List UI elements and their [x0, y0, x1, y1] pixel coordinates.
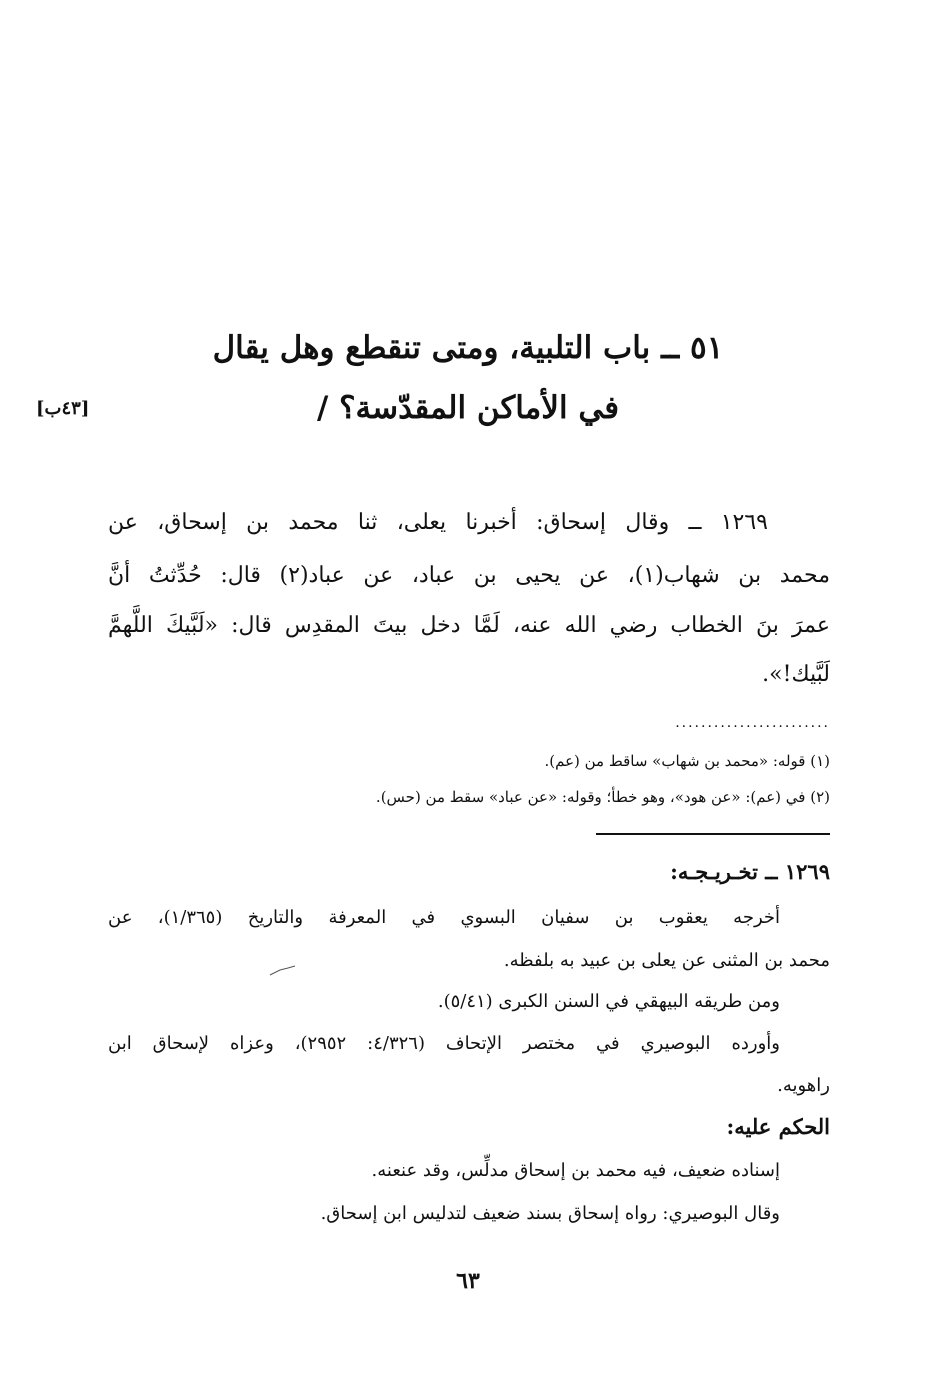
hadith-line-2: محمد بن شهاب(١)، عن يحيى بن عباد، عن عباد(٢) قال: حُدِّثتُ أنَّ: [108, 563, 830, 588]
scan-smudge: [268, 965, 298, 977]
manuscript-folio-marker: [٤٣ب]: [36, 398, 90, 419]
takhrij-line-1: أخرجه يعقوب بن سفيان البسوي في المعرفة والتاريخ (١/٣٦٥)، عن: [108, 907, 781, 928]
footnote-2: (٢) في (عم): «عن هود»، وهو خطأ؛ وقوله: «عن عباد» سقط من (حس).: [375, 788, 830, 806]
takhrij-line-3: ومن طريقه البيهقي في السنن الكبرى (٥/٤١).: [437, 991, 780, 1012]
hadith-line-4: لَبَّيك!».: [762, 662, 830, 687]
chapter-title-line-1: ٥١ ــ باب التلبية، ومتى تنقطع وهل يقال: [212, 330, 724, 366]
footnote-1: (١) قوله: «محمد بن شهاب» ساقط من (عم).: [544, 752, 830, 770]
hadith-line-3: عمرَ بنَ الخطاب رضي الله عنه، لَمَّا دخل بيتَ المقدِس قال: «لَبَّيكَ اللَّهمَّ: [108, 613, 830, 638]
takhrij-heading: ١٢٦٩ ــ تخـريـجـه:: [670, 859, 830, 884]
takhrij-line-4: وأورده البوصيري في مختصر الإتحاف (٤/٣٢٦: ٢٩٥٢)، وعزاه لإسحاق ابن: [108, 1033, 780, 1054]
takhrij-line-5: راهويه.: [777, 1075, 830, 1096]
section-divider: [596, 833, 830, 835]
page-number: ٦٣: [456, 1268, 480, 1294]
hadith-line-1: ١٢٦٩ ــ وقال إسحاق: أخبرنا يعلى، ثنا محمد بن إسحاق، عن: [108, 510, 768, 535]
ruling-line-1: إسناده ضعيف، فيه محمد بن إسحاق مدلِّس، وقد عنعنه.: [371, 1160, 780, 1181]
takhrij-line-2: محمد بن المثنى عن يعلى بن عبيد به بلفظه.: [503, 950, 830, 971]
ruling-line-2: وقال البوصيري: رواه إسحاق بسند ضعيف لتدليس ابن إسحاق.: [320, 1203, 780, 1224]
chapter-title-line-2: في الأماكن المقدّسة؟ /: [316, 390, 620, 426]
ruling-heading: الحكم عليه:: [726, 1114, 830, 1139]
footnote-separator: ........................: [675, 715, 830, 731]
